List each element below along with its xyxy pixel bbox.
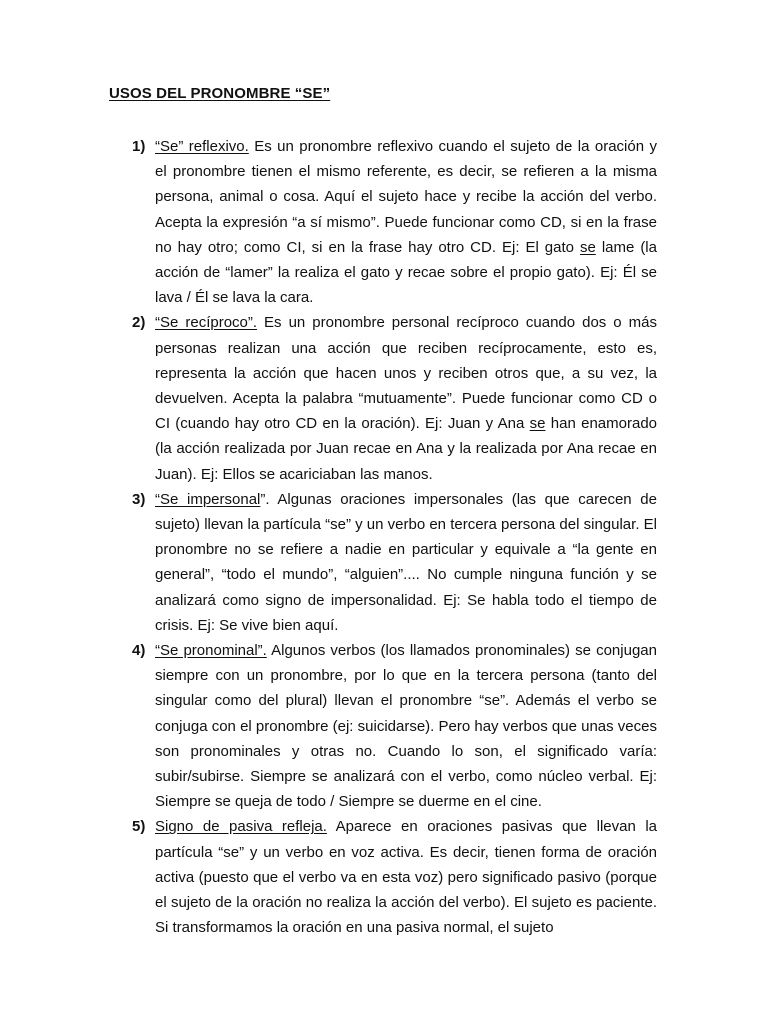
item-number: 4): [132, 642, 146, 660]
item-heading: “Se” reflexivo.: [155, 138, 249, 155]
item-number: 2): [132, 314, 146, 332]
list-item-pronominal: [0, 638, 768, 814]
document-title: USOS DEL PRONOMBRE “SE”: [109, 85, 331, 102]
item-text: Aparece en oraciones pasivas que llevan la partícula “se” y un verbo en voz activa. Es decir, tienen forma de oración activa (puesto que el verbo va en esta voz) pero significado pasivo (porque el sujeto de la oración no realiza la acción del verbo). El sujeto es paciente. Si transformamos la oración en una pasiva normal, el sujeto: [155, 818, 657, 937]
item-number: 1): [132, 138, 146, 155]
item-heading: “Se pronominal”.: [155, 642, 267, 660]
list-item-reflexive: [0, 134, 768, 310]
list-item-reciprocal: [0, 310, 768, 486]
item-heading: “Se recíproco”.: [155, 314, 258, 332]
item-text: Algunos verbos (los llamados pronominales) se conjugan siempre con un pronombre, por lo que en la tercera persona (tanto del singular como del plural) llevan el pronombre “se”. Además el verbo se conjuga con el pronombre (ej: suicidarse). Pero hay verbos que unas veces son pronominales y otras no. Cuando lo son, el significado varía: subir/subirse. Siempre se analizará con el verbo, como núcleo verbal. Ej: Siempre se queja de todo / Siempre se duerme en el cine.: [155, 642, 657, 811]
item-text: ”. Algunas oraciones impersonales (las que carecen de sujeto) llevan la partícula “se” y un verbo en tercera persona del singular. El pronombre no se refiere a nadie en particular y equivale a “la gente en general”, “todo el mundo”, “alguien”.... No cumple ninguna función y se analizará como signo de impersonalidad. Ej: Se habla todo el tiempo de crisis. Ej: Se vive bien aquí.: [155, 490, 657, 634]
item-paragraph: [155, 487, 657, 638]
underlined-word: se: [579, 238, 596, 256]
usage-list: [0, 134, 768, 941]
item-text: Es un pronombre reflexivo cuando el sujeto de la oración y el pronombre tienen el mismo referente, es decir, se refieren a la misma persona, animal o cosa. Aquí el sujeto hace y recibe la acción del verbo. Acepta la expresión “a sí mismo”. Puede funcionar como CD, si en la frase no hay otro; como CI, si en la frase hay otro CD. Ej: El gato: [155, 138, 657, 256]
item-number: 3): [132, 490, 146, 508]
list-item-passive-reflex: [0, 814, 768, 940]
item-paragraph: [155, 310, 657, 486]
item-text-continued: han enamorado (la acción realizada por Juan recae en Ana y la realizada por Ana recae en Juan). Ej: Ellos se acariciaban las manos.: [155, 415, 658, 483]
item-text-continued: lame (la acción de “lamer” la realiza el gato y recae sobre el propio gato). Ej: Él se lava / Él se lava la cara.: [155, 238, 657, 307]
item-paragraph: [155, 638, 657, 814]
item-heading: Signo de pasiva refleja.: [155, 818, 327, 836]
item-number: 5): [132, 818, 146, 836]
item-text: Es un pronombre personal recíproco cuando dos o más personas realizan una acción que reciben recíprocamente, esto es, representa la acción que hacen unos y reciben otros que, a su vez, la devuelven. Acepta la palabra “mutuamente”. Puede funcionar como CD o CI (cuando hay otro CD en la oración). Ej: Juan y Ana: [155, 314, 657, 433]
item-paragraph: [155, 134, 657, 310]
item-paragraph: [155, 814, 657, 940]
item-heading: “Se impersonal: [155, 490, 261, 508]
underlined-word: se: [529, 415, 546, 433]
list-item-impersonal: [0, 487, 768, 638]
